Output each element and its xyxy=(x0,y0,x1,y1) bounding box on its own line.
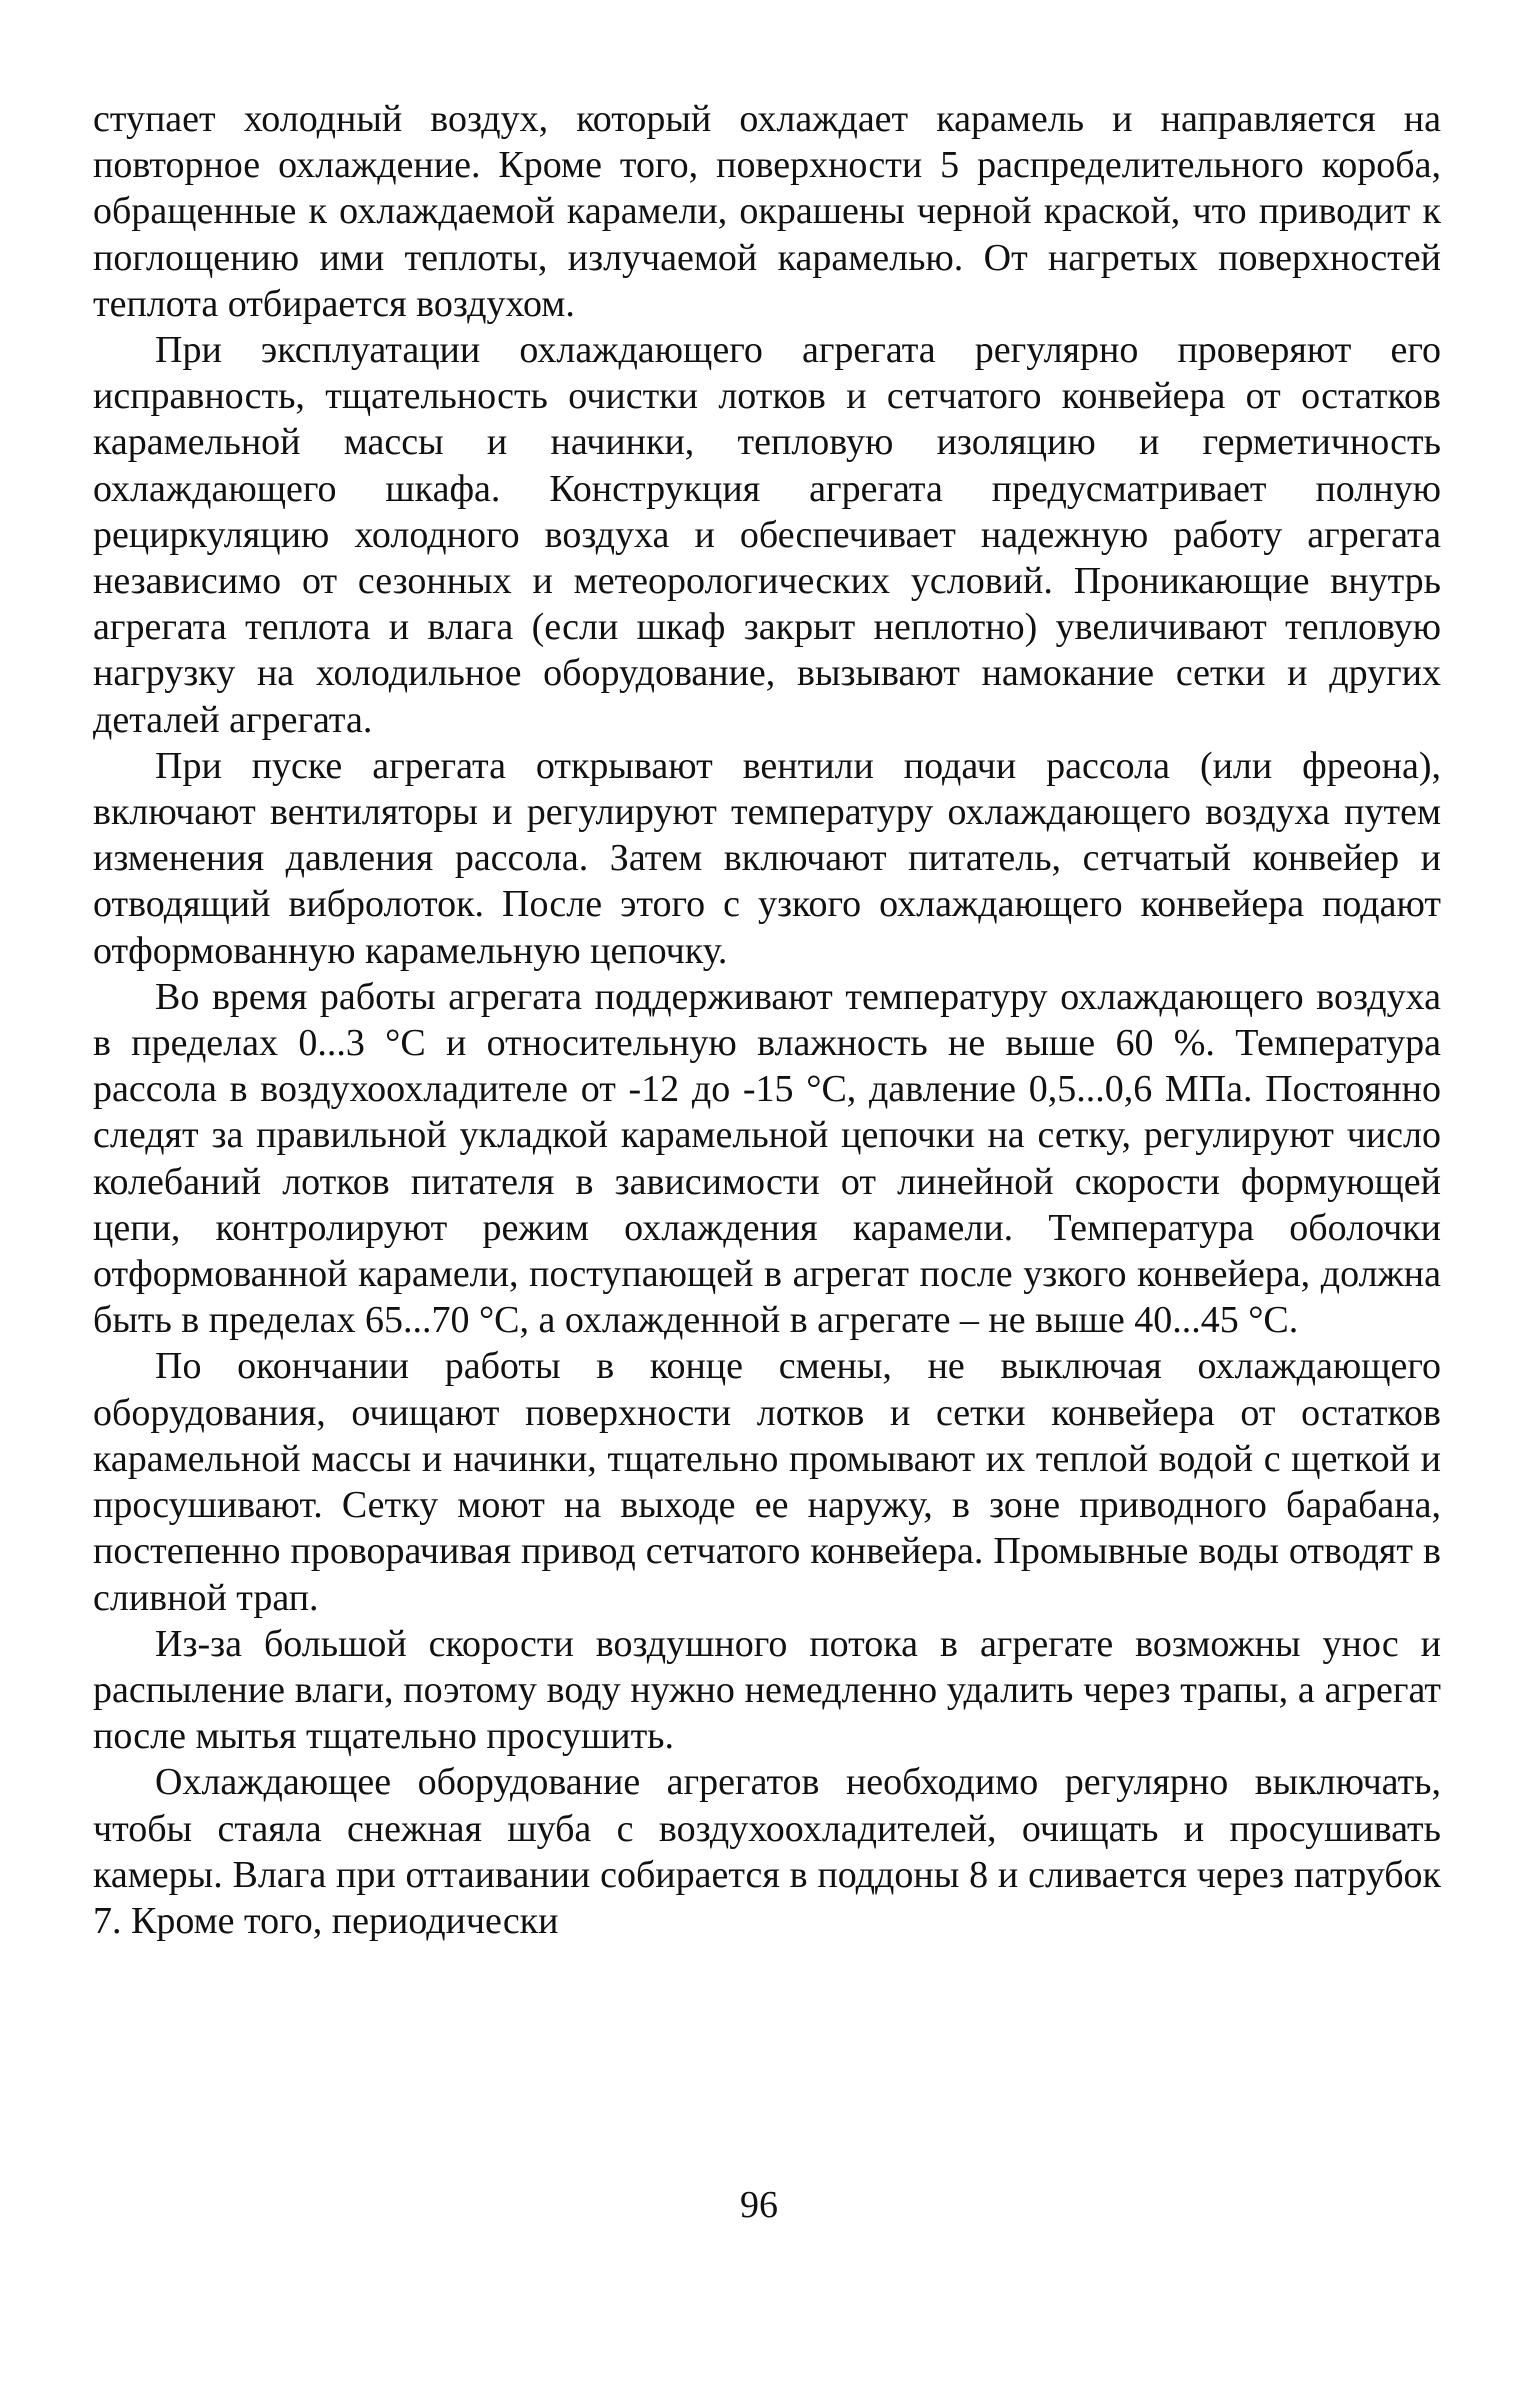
paragraph-working-mode: Во время работы агрегата поддерживают температуру охлаждающего воздуха в пределах 0...3 °С и относительную влажность не выше 60 %. Температура рассола в воздухоохладителе от -12 до -15 °С, давление 0,5...0,6 МПа. Постоянно следят за правильной укладкой карамельной цепочки на сетку, регулируют число колебаний лотков питателя в зависимости от линейной скорости формующей цепи, контролируют режим охлаждения карамели. Температура оболочки отформованной карамели, поступающей в агрегат после узкого конвейера, должна быть в пределах 65...70 °С, а охлажденной в агрегате – не выше 40...45 °С. xyxy=(93,975,1441,1342)
paragraph-defrost: Охлаждающее оборудование агрегатов необходимо регулярно выключать, чтобы стаяла снежная шуба с воздухоохладителей, очищать и просушивать камеры. Влага при оттаивании собирается в поддоны 8 и сливается через патрубок 7. Кроме того, периодически xyxy=(93,1761,1441,1942)
paragraph-operation: При эксплуатации охлаждающего агрегата регулярно проверяют его исправность, тщательность очистки лотков и сетчатого конвейера от остатков карамельной массы и начинки, тепловую изоляцию и герметичность охлаждающего шкафа. Конструкция агрегата предусматривает полную рециркуляцию холодного воздуха и обеспечивает надежную работу агрегата независимо от сезонных и метеорологических условий. Проникающие внутрь агрегата теплота и влага (если шкаф закрыт неплотно) увеличивают тепловую нагрузку на холодильное оборудование, вызывают намокание сетки и других деталей агрегата. xyxy=(93,329,1441,741)
body-text xyxy=(93,96,1441,1944)
page-number: 96 xyxy=(740,2184,778,2226)
paragraph-startup: При пуске агрегата открывают вентили подачи рассола (или фреона), включают вентиляторы и регулируют температуру охлаждающего воздуха путем изменения давления рассола. Затем включают питатель, сетчатый конвейер и отводящий вибролоток. После этого с узкого охлаждающего конвейера подают отформованную карамельную цепочку. xyxy=(93,744,1441,972)
paragraph-continued: ступает холодный воздух, который охлаждает карамель и направляется на повторное охлаждение. Кроме того, поверхности 5 распределительного короба, обращенные к охлаждаемой карамели, окрашены черной краской, что приводит к поглощению ими теплоты, излучаемой карамелью. От нагретых поверхностей теплота отбирается воздухом. xyxy=(93,98,1441,325)
paragraph-moisture: Из-за большой скорости воздушного потока в агрегате возможны унос и распыление влаги, поэтому воду нужно немедленно удалить через трапы, а агрегат после мытья тщательно просушить. xyxy=(93,1622,1441,1758)
paragraph-end-of-shift: По окончании работы в конце смены, не выключая охлаждающего оборудования, очищают поверхности лотков и сетки конвейера от остатков карамельной массы и начинки, тщательно промывают их теплой водой с щеткой и просушивают. Сетку моют на выходе ее наружу, в зоне приводного барабана, постепенно проворачивая привод сетчатого конвейера. Промывные воды отводят в сливной трап. xyxy=(93,1345,1441,1619)
